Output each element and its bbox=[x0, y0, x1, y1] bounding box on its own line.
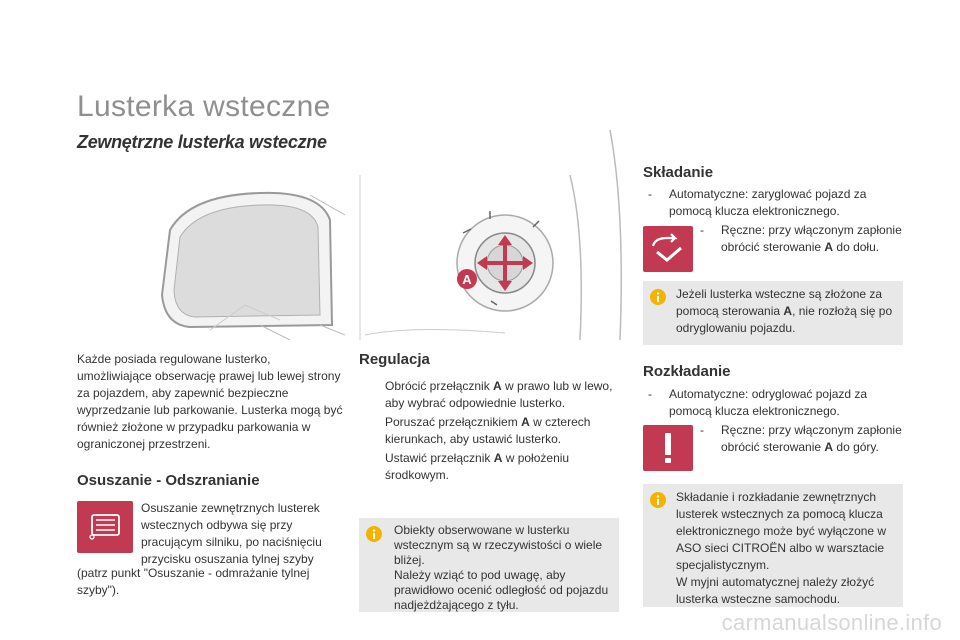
skladanie-manual-list bbox=[695, 222, 905, 258]
fold-mirror-icon bbox=[643, 226, 693, 272]
regulacja-note bbox=[359, 518, 619, 612]
rozkladanie-manual-list bbox=[695, 422, 905, 458]
intro-text: Każde posiada regulowane lusterko, umożliwiające obserwację prawej lub lewej strony za pojazdem, aby zapewnić bezpieczne wyprzedzanie lub parkowanie. Lusterka mogą być również złożone w przypadku parkowania w ograniczonej przestrzeni. bbox=[77, 352, 343, 451]
defrost-text-cont: (patrz punkt "Osuszanie - odmrażanie tylnej szyby"). bbox=[77, 566, 310, 597]
rozkladanie-note-text: Składanie i rozkładanie zewnętrznych lusterek wstecznych za pomocą klucza elektronicznego może być wyłączone w ASO sieci CITROËN albo w warsztacie specjalistycznym. W myjni automatycznej należy złożyć lusterka wsteczne samochodu. bbox=[676, 490, 887, 606]
regulacja-list bbox=[359, 378, 619, 486]
mirror-illustration bbox=[150, 175, 345, 340]
skladanie-note-text: Jeżeli lusterka wsteczne są złożone za pomocą sterowania A, nie rozłożą się po odryglowaniu pojazdu. bbox=[676, 287, 893, 335]
page-title: Lusterka wsteczne bbox=[77, 90, 331, 123]
skladanie-auto: - Automatyczne: zaryglować pojazd za pomocą klucza elektronicznego. bbox=[648, 187, 867, 218]
rozkladanie-auto: - Automatyczne: odryglować pojazd za pomocą klucza elektronicznego. bbox=[648, 387, 868, 418]
info-icon bbox=[366, 526, 382, 542]
mirror-control-illustration bbox=[355, 175, 585, 340]
skladanie-manual: - Ręczne: przy włączonym zapłonie obrócić sterowanie A do dołu. bbox=[700, 223, 902, 254]
rozkladanie-list bbox=[643, 386, 893, 422]
section-title: Zewnętrzne lusterka wsteczne bbox=[77, 132, 327, 152]
control-label-a: A bbox=[462, 272, 472, 287]
regulacja-item: Ustawić przełącznik A w położeniu środkowym. bbox=[385, 451, 570, 482]
defrost-text: Osuszanie zewnętrznych lusterek wstecznych odbywa się przy pracującym silniku, po naciśnięciu przycisku osuszania tylnej szyby bbox=[141, 501, 322, 566]
rozkladanie-note bbox=[643, 484, 903, 607]
regulacja-title: Regulacja bbox=[359, 351, 430, 368]
regulacja-note-text: Obiekty obserwowane w lusterku wstecznym są w rzeczywistości o wiele bliżej. Należy wziąć to pod uwagę, aby prawidłowo ocenić odległość od pojazdu nadjeżdżającego z tyłu. bbox=[394, 523, 609, 612]
rozkladanie-title: Rozkładanie bbox=[643, 363, 731, 380]
unfold-mirror-icon bbox=[643, 425, 693, 471]
regulacja-item: Poruszać przełącznikiem A w czterech kierunkach, aby ustawić lusterko. bbox=[385, 415, 591, 446]
door-line-art bbox=[580, 130, 630, 340]
rear-defrost-icon bbox=[77, 501, 133, 553]
skladanie-list bbox=[643, 186, 893, 222]
info-icon bbox=[650, 289, 666, 305]
fold-control-tile bbox=[643, 226, 693, 272]
regulacja-item: Obrócić przełącznik A w prawo lub w lewo, aby wybrać odpowiednie lusterko. bbox=[385, 379, 613, 410]
skladanie-title: Składanie bbox=[643, 164, 714, 181]
info-icon bbox=[650, 492, 666, 508]
watermark: carmanualsonline.info bbox=[721, 610, 942, 635]
rear-defrost-button bbox=[77, 501, 133, 553]
defrost-title: Osuszanie - Odszranianie bbox=[77, 472, 260, 489]
skladanie-note bbox=[643, 281, 903, 345]
unfold-control-tile bbox=[643, 425, 693, 471]
rozkladanie-manual: - Ręczne: przy włączonym zapłonie obrócić sterowanie A do góry. bbox=[700, 423, 902, 454]
